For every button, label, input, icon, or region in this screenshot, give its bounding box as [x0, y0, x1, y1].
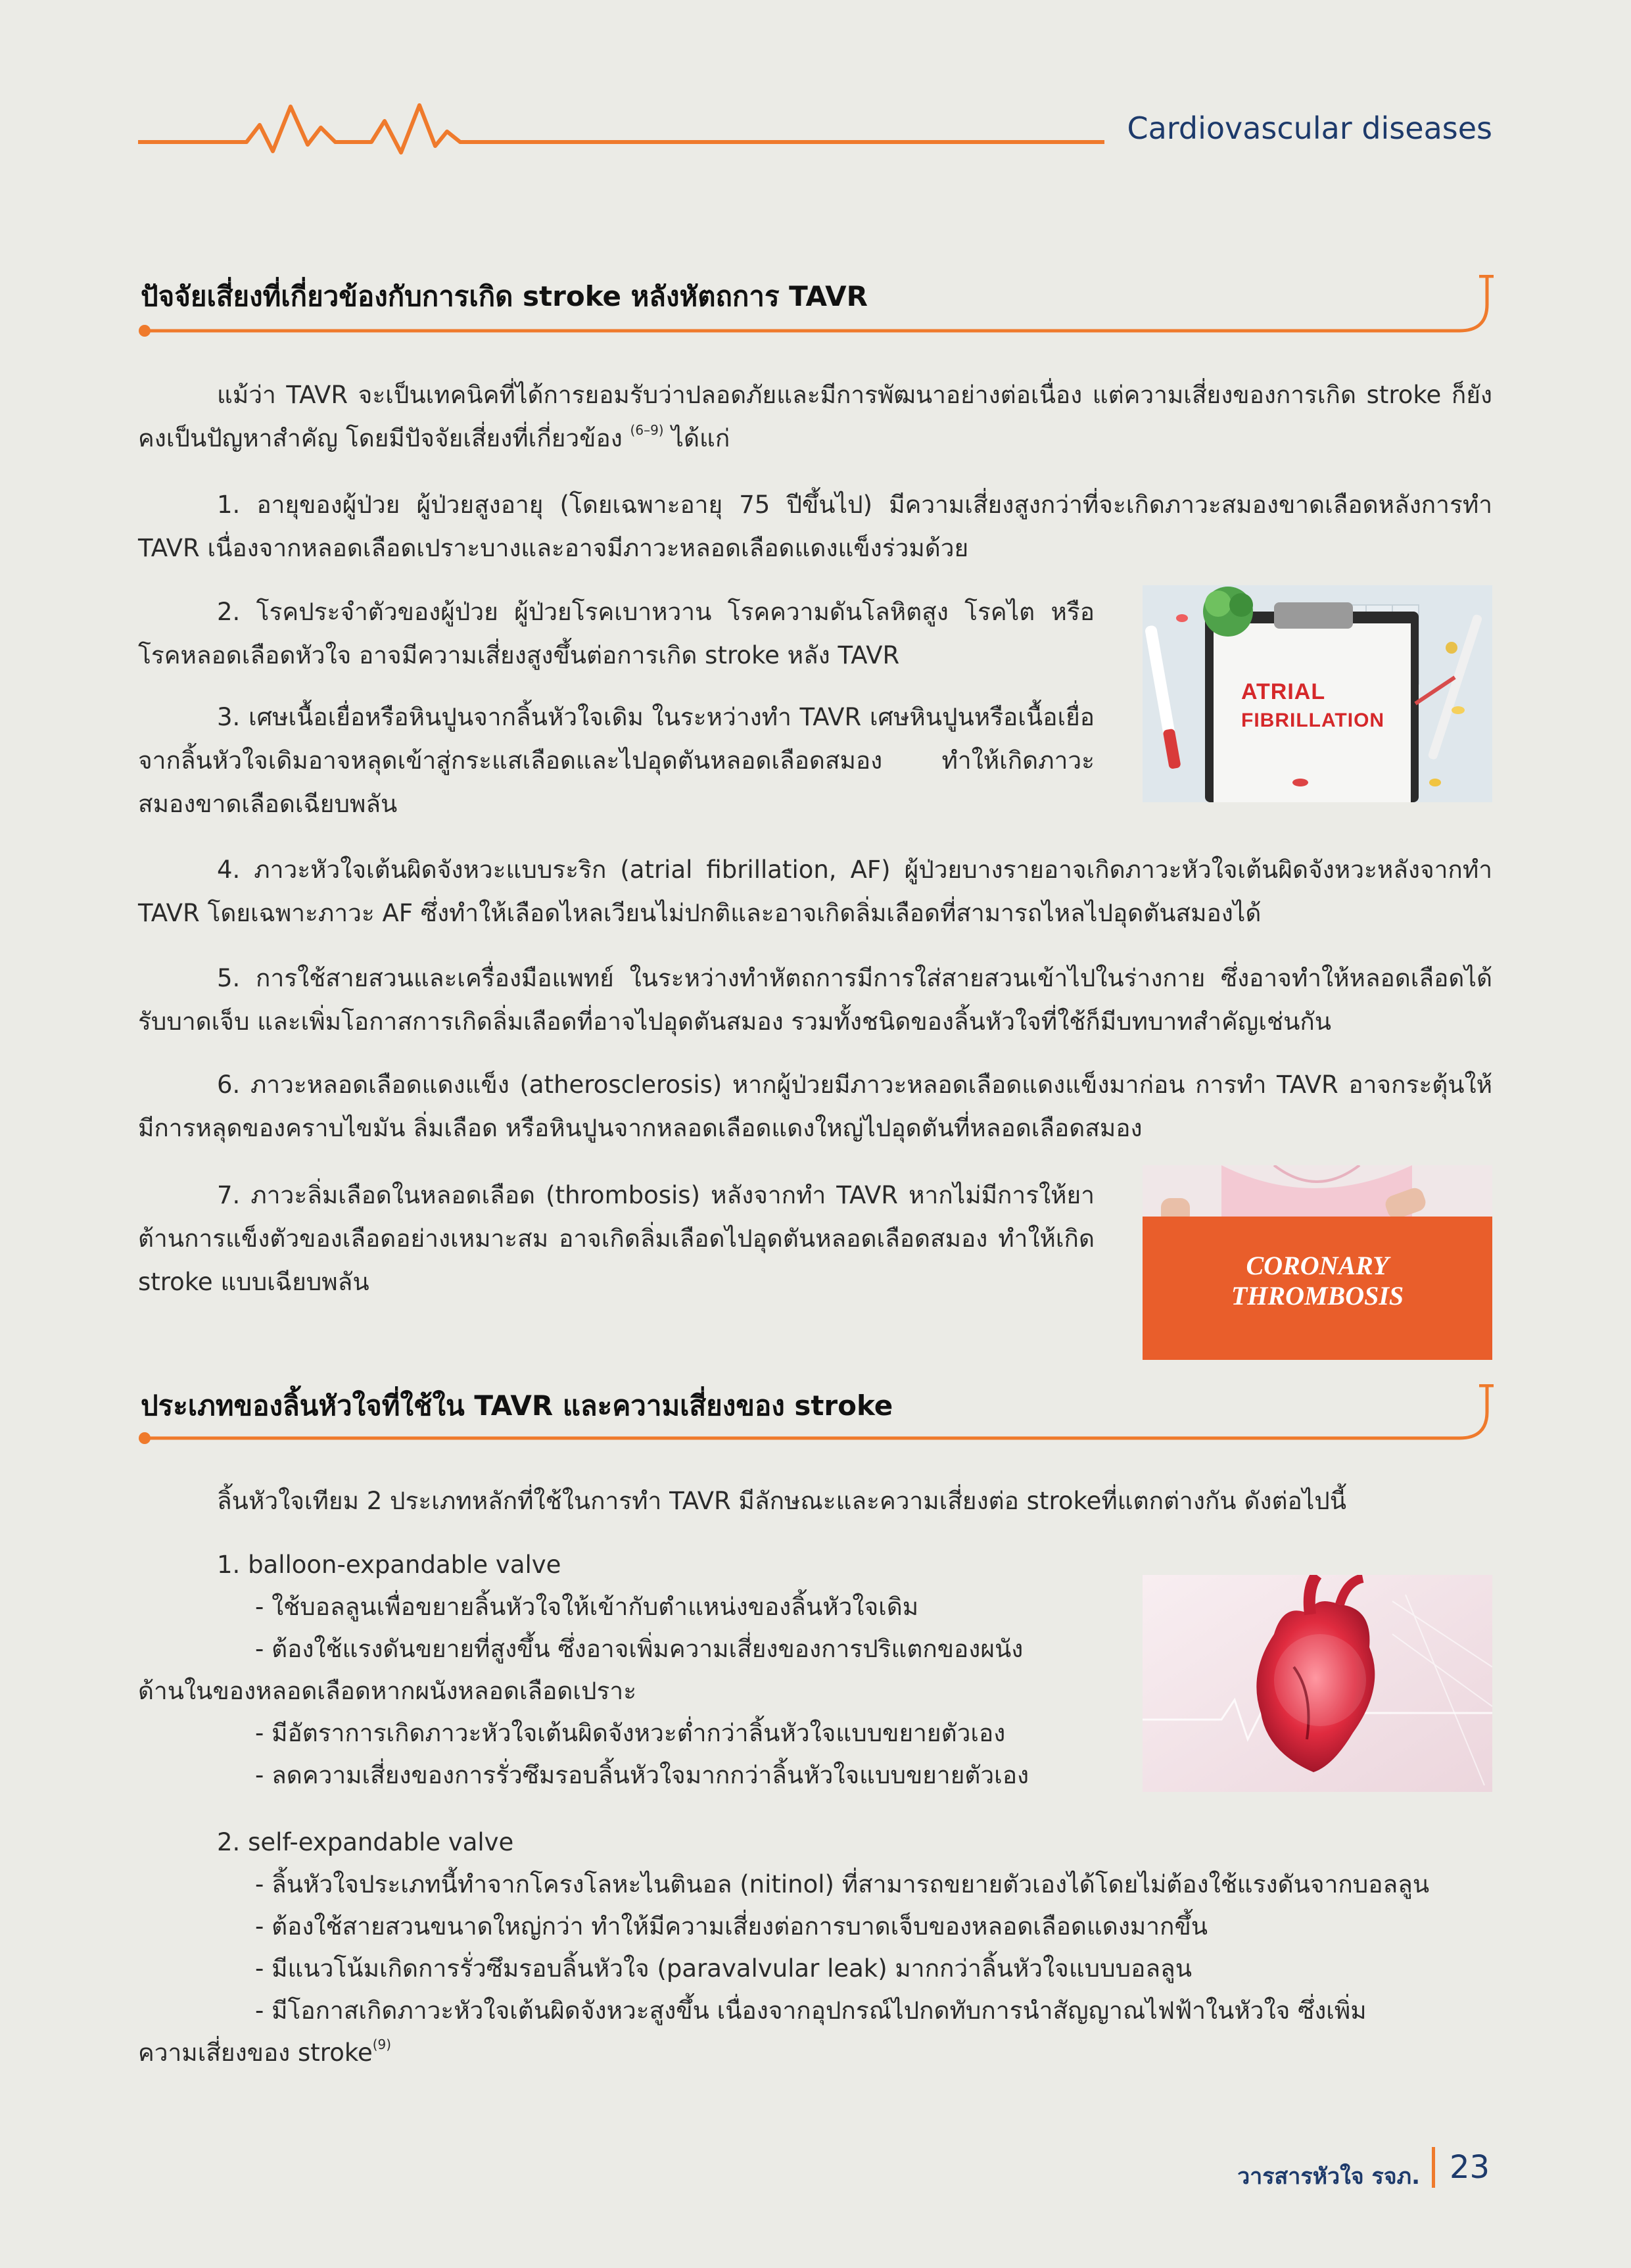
section-title: ปัจจัยเสี่ยงที่เกี่ยวข้องกับการเกิด stroke หลังหัตถการ TAVR [141, 280, 868, 312]
risk-item-1: 1. อายุของผู้ป่วย ผู้ป่วยสูงอายุ (โดยเฉพาะอายุ 75 ปีขึ้นไป) มีความเสี่ยงสูงกว่าที่จะเกิดภาวะสมองขาดเลือดหลังการทำ TAVR เนื่องจากหลอดเลือดเปราะบางและอาจมีภาวะหลอดเลือดแดงแข็งร่วมด้วย [138, 491, 1492, 562]
photo-caption-line1: ATRIAL [1241, 679, 1326, 704]
section-heading-risk-factors [138, 275, 1494, 347]
atrial-fibrillation-photo [1143, 585, 1492, 802]
risk-item-6: 6. ภาวะหลอดเลือดแดงแข็ง (atherosclerosis) หากผู้ป่วยมีภาวะหลอดเลือดแดงแข็งมาก่อน การทำ TAVR อาจกระตุ้นให้มีการหลุดของคราบไขมัน ลิ่มเลือด หรือหินปูนจากหลอดเลือดแดงใหญ่ไปอุดตันที่หลอดเลือดสมอง [138, 1071, 1492, 1142]
intro-end: ได้แก่ [663, 424, 730, 452]
heart-illustration-photo [1143, 1575, 1492, 1792]
photo-caption-line1: CORONARY [1246, 1251, 1389, 1280]
page-number: 23 [1450, 2149, 1490, 2186]
photo-caption-line2: FIBRILLATION [1241, 710, 1385, 731]
footer-journal-name: วารสารหัวใจ รจภ. [1237, 2163, 1420, 2190]
valve1-point-cont: ด้านในของหลอดเลือดหากผนังหลอดเลือดเปราะ [138, 1677, 637, 1705]
valve1-point: - ใช้บอลลูนเพื่อขยายลิ้นหัวใจให้เข้ากับตำแหน่งของลิ้นหัวใจเดิม [255, 1593, 919, 1621]
valve2-point: - มีโอกาสเกิดภาวะหัวใจเต้นผิดจังหวะสูงขึ้น เนื่องจากอุปกรณ์ไปกดทับการนำสัญญาณไฟฟ้าในหัวใจ ซึ่งเพิ่ม [255, 1996, 1367, 2025]
section-title: ประเภทของลิ้นหัวใจที่ใช้ใน TAVR และความเสี่ยงของ stroke [141, 1389, 893, 1422]
valve2-point: - ต้องใช้สายสวนขนาดใหญ่กว่า ทำให้มีความเสี่ยงต่อการบาดเจ็บของหลอดเลือดแดงมากขึ้น [255, 1912, 1208, 1941]
valve2-point: - มีแนวโน้มเกิดการรั่วซึมรอบลิ้นหัวใจ (paravalvular leak) มากกว่าลิ้นหัวใจแบบบอลลูน [255, 1954, 1192, 1983]
running-header-title: Cardiovascular diseases [1127, 110, 1492, 146]
risk-item-5: 5. การใช้สายสวนและเครื่องมือแพทย์ ในระหว่างทำหัตถการมีการใส่สายสวนเข้าไปในร่างกาย ซึ่งอาจทำให้หลอดเลือดได้รับบาดเจ็บ และเพิ่มโอกาสการเกิดลิ่มเลือดที่อาจไปอุดตันสมอง รวมทั้งชนิดของลิ้นหัวใจที่ใช้ก็มีบทบาทสำคัญเช่นกัน [138, 964, 1492, 1036]
valve1-point: - มีอัตราการเกิดภาวะหัวใจเต้นผิดจังหวะต่ำกว่าลิ้นหัวใจแบบขยายตัวเอง [255, 1719, 1006, 1747]
valve2-heading: 2. self-expandable valve [217, 1828, 514, 1856]
section1-intro [138, 374, 1492, 460]
valve1-block [138, 1544, 1098, 1797]
heartbeat-line-icon [138, 99, 1104, 158]
photo-caption-line2: THROMBOSIS [1231, 1281, 1404, 1311]
valve2-block [138, 1822, 1492, 2074]
risk-item-2: 2. โรคประจำตัวของผู้ป่วย ผู้ป่วยโรคเบาหวาน โรคความดันโลหิตสูง โรคไต หรือโรคหลอดเลือดหัวใจ อาจมีความเสี่ยงสูงขึ้นต่อการเกิด stroke หลัง TAVR [138, 598, 1095, 669]
coronary-thrombosis-photo [1143, 1165, 1492, 1360]
section-heading-valve-types [138, 1384, 1494, 1457]
intro-text: แม้ว่า TAVR จะเป็นเทคนิคที่ได้การยอมรับว่าปลอดภัยและมีการพัฒนาอย่างต่อเนื่อง แต่ความเสี่ยงของการเกิด stroke ก็ยังคงเป็นปัญหาสำคัญ โดยมีปัจจัยเสี่ยงที่เกี่ยวข้อง [138, 381, 1492, 452]
risk-item-7: 7. ภาวะลิ่มเลือดในหลอดเลือด (thrombosis) หลังจากทำ TAVR หากไม่มีการให้ยาต้านการแข็งตัวของเลือดอย่างเหมาะสม อาจเกิดลิ่มเลือดไปอุดตันหลอดเลือดสมอง ทำให้เกิด stroke แบบเฉียบพลัน [138, 1181, 1095, 1296]
valve1-point: - ต้องใช้แรงดันขยายที่สูงขึ้น ซึ่งอาจเพิ่มความเสี่ยงของการปริแตกของผนัง [255, 1635, 1024, 1663]
valve2-point-cont [138, 2032, 1492, 2074]
valve1-heading: 1. balloon-expandable valve [217, 1551, 561, 1579]
risk-item-3: 3. เศษเนื้อเยื่อหรือหินปูนจากลิ้นหัวใจเดิม ในระหว่างทำ TAVR เศษหินปูนหรือเนื้อเยื่อจากลิ้นหัวใจเดิมอาจหลุดเข้าสู่กระแสเลือดและไปอุดตันหลอดเลือดสมอง ทำให้เกิดภาวะสมองขาดเลือดเฉียบพลัน [138, 703, 1095, 818]
footer-separator [1432, 2147, 1435, 2188]
risk-item-4: 4. ภาวะหัวใจเต้นผิดจังหวะแบบระริก (atrial fibrillation, AF) ผู้ป่วยบางรายอาจเกิดภาวะหัวใจเต้นผิดจังหวะหลังจากทำ TAVR โดยเฉพาะภาวะ AF ซึ่งทำให้เลือดไหลเวียนไม่ปกติและอาจเกิดลิ่มเลือดที่สามารถไหลไปอุดตันสมองได้ [138, 856, 1492, 927]
valve1-point: - ลดความเสี่ยงของการรั่วซึมรอบลิ้นหัวใจมากกว่าลิ้นหัวใจแบบขยายตัวเอง [255, 1761, 1029, 1789]
valve2-point: - ลิ้นหัวใจประเภทนี้ทำจากโครงโลหะไนตินอล (nitinol) ที่สามารถขยายตัวเองได้โดยไม่ต้องใช้แรงดันจากบอลลูน [255, 1870, 1430, 1898]
valve2-last-line: ความเสี่ยงของ stroke [138, 2039, 373, 2067]
section2-intro: ลิ้นหัวใจเทียม 2 ประเภทหลักที่ใช้ในการทำ TAVR มีลักษณะและความเสี่ยงต่อ strokeที่แตกต่างกัน ดังต่อไปนี้ [217, 1487, 1347, 1515]
citation-ref: (9) [372, 2037, 392, 2052]
citation-ref: (6–9) [630, 422, 664, 438]
